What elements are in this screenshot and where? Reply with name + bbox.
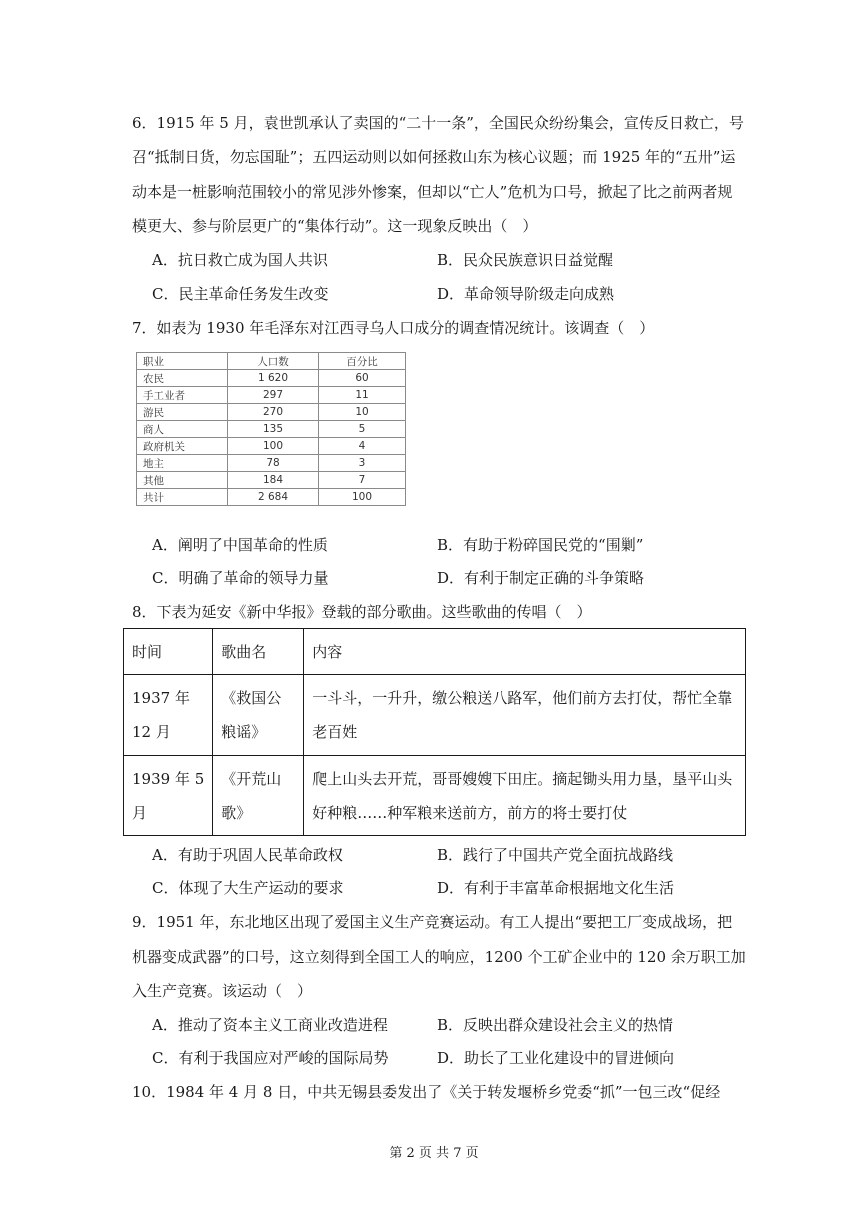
header-cell: 人口数: [228, 353, 319, 370]
table-cell: 手工业者: [137, 387, 228, 404]
table-cell: 共计: [137, 489, 228, 506]
table-row: [137, 489, 406, 506]
q8-option-c: C．体现了大生产运动的要求: [152, 879, 344, 897]
q9-option-a: A．推动了资本主义工商业改造进程: [152, 1016, 388, 1034]
q7-stem: 7．如表为 1930 年毛泽东对江西寻乌人口成分的调查情况统计。该调查（ ）: [132, 319, 655, 337]
q6-stem-line-3: 动本是一桩影响范围较小的常见涉外惨案，但却以“亡人”危机为口号，掀起了比之前两者规: [132, 183, 733, 201]
table-cell: 184: [228, 472, 319, 489]
q9-option-c: C．有利于我国应对严峻的国际局势: [152, 1049, 389, 1067]
table-cell: 3: [319, 455, 406, 472]
table-cell: 297: [228, 387, 319, 404]
cell-line: 粮谣》: [221, 723, 267, 741]
q7-option-d: D．有利于制定正确的斗争策略: [437, 569, 645, 587]
population-table: [136, 352, 406, 506]
table-cell-song: [213, 756, 304, 836]
table-cell: 10: [319, 404, 406, 421]
table-row: [137, 370, 406, 387]
table-cell: 100: [319, 489, 406, 506]
table-cell: 100: [228, 438, 319, 455]
q6-option-d: D．革命领导阶级走向成熟: [437, 285, 615, 303]
table-row: [137, 455, 406, 472]
q7-option-c: C．明确了革命的领导力量: [152, 569, 329, 587]
table-cell: 2 684: [228, 489, 319, 506]
cell-line: 爬上山头去开荒，哥哥嫂嫂下田庄。摘起锄头用力垦，垦平山头: [312, 770, 733, 788]
table-row: [137, 421, 406, 438]
q8-stem: 8．下表为延安《新中华报》登载的部分歌曲。这些歌曲的传唱（ ）: [132, 603, 592, 621]
songs-table-header: [124, 629, 746, 675]
q7-option-a: A．阐明了中国革命的性质: [152, 536, 328, 554]
header-cell: 职业: [137, 353, 228, 370]
cell-line: 《开荒山: [221, 770, 282, 788]
table-cell: 7: [319, 472, 406, 489]
population-table-header: [137, 353, 406, 370]
table-row: [137, 472, 406, 489]
cell-line: 歌》: [221, 804, 252, 822]
page-footer: 第 2 页 共 7 页: [389, 1146, 479, 1161]
q6-stem-line-1: 6．1915 年 5 月，袁世凯承认了卖国的“二十一条”，全国民众纷纷集会，宣传反日救亡，号: [132, 114, 744, 132]
q10-stem-line-1: 10．1984 年 4 月 8 日，中共无锡县委发出了《关于转发堰桥乡党委“抓”一包三改“促经: [132, 1083, 721, 1101]
cell-line: 《救国公: [221, 689, 282, 707]
q6-stem-line-4: 模更大、参与阶层更广的“集体行动”。这一现象反映出（ ）: [132, 217, 538, 235]
cell-line: 好种粮……种军粮来送前方，前方的将士要打仗: [312, 804, 628, 822]
table-row: [137, 438, 406, 455]
table-cell-content: [304, 756, 746, 836]
table-row: [124, 675, 746, 756]
table-cell: 5: [319, 421, 406, 438]
q9-option-b: B．反映出群众建设社会主义的热情: [437, 1016, 674, 1034]
cell-line: 12 月: [132, 723, 171, 741]
table-cell-time: [124, 675, 213, 756]
header-cell: 时间: [124, 629, 213, 675]
table-cell: 78: [228, 455, 319, 472]
table-row: [137, 404, 406, 421]
q9-option-d: D．助长了工业化建设中的冒进倾向: [437, 1049, 675, 1067]
table-cell: 11: [319, 387, 406, 404]
table-row: [124, 756, 746, 836]
cell-line: 一斗斗，一升升，缴公粮送八路军，他们前方去打仗，帮忙全靠: [312, 689, 733, 707]
header-cell: 歌曲名: [213, 629, 304, 675]
cell-line: 1937 年: [132, 689, 190, 707]
q9-stem-line-2: 机器变成武器”的口号，这立刻得到全国工人的响应，1200 个工矿企业中的 120 余万职工加: [132, 948, 746, 966]
table-cell: 4: [319, 438, 406, 455]
table-cell-content: [304, 675, 746, 756]
q9-stem-line-3: 入生产竞赛。该运动（ ）: [132, 982, 313, 1000]
q8-option-a: A．有助于巩固人民革命政权: [152, 846, 343, 864]
table-cell: 270: [228, 404, 319, 421]
songs-table: [123, 628, 746, 836]
cell-line: 老百姓: [312, 723, 358, 741]
q6-stem-line-2: 召“抵制日货，勿忘国耻”；五四运动则以如何拯救山东为核心议题；而 1925 年的“五卅”运: [132, 148, 736, 166]
table-cell-time: [124, 756, 213, 836]
table-cell: 农民: [137, 370, 228, 387]
table-cell: 商人: [137, 421, 228, 438]
table-cell-song: [213, 675, 304, 756]
table-cell: 其他: [137, 472, 228, 489]
q7-option-b: B．有助于粉碎国民党的“围剿”: [437, 536, 644, 554]
cell-line: 1939 年 5: [132, 770, 205, 788]
table-cell: 60: [319, 370, 406, 387]
q6-option-a: A．抗日救亡成为国人共识: [152, 251, 328, 269]
q9-stem-line-1: 9．1951 年，东北地区出现了爱国主义生产竞赛运动。有工人提出“要把工厂变成战场，把: [132, 913, 733, 931]
table-cell: 政府机关: [137, 438, 228, 455]
q6-option-b: B．民众民族意识日益觉醒: [437, 251, 614, 269]
header-cell: 百分比: [319, 353, 406, 370]
table-cell: 135: [228, 421, 319, 438]
q8-option-b: B．践行了中国共产党全面抗战路线: [437, 846, 674, 864]
table-row: [137, 387, 406, 404]
q8-option-d: D．有利于丰富革命根据地文化生活: [437, 879, 675, 897]
header-cell: 内容: [304, 629, 746, 675]
cell-line: 月: [132, 804, 148, 822]
table-cell: 游民: [137, 404, 228, 421]
table-cell: 地主: [137, 455, 228, 472]
q6-option-c: C．民主革命任务发生改变: [152, 285, 329, 303]
table-cell: 1 620: [228, 370, 319, 387]
